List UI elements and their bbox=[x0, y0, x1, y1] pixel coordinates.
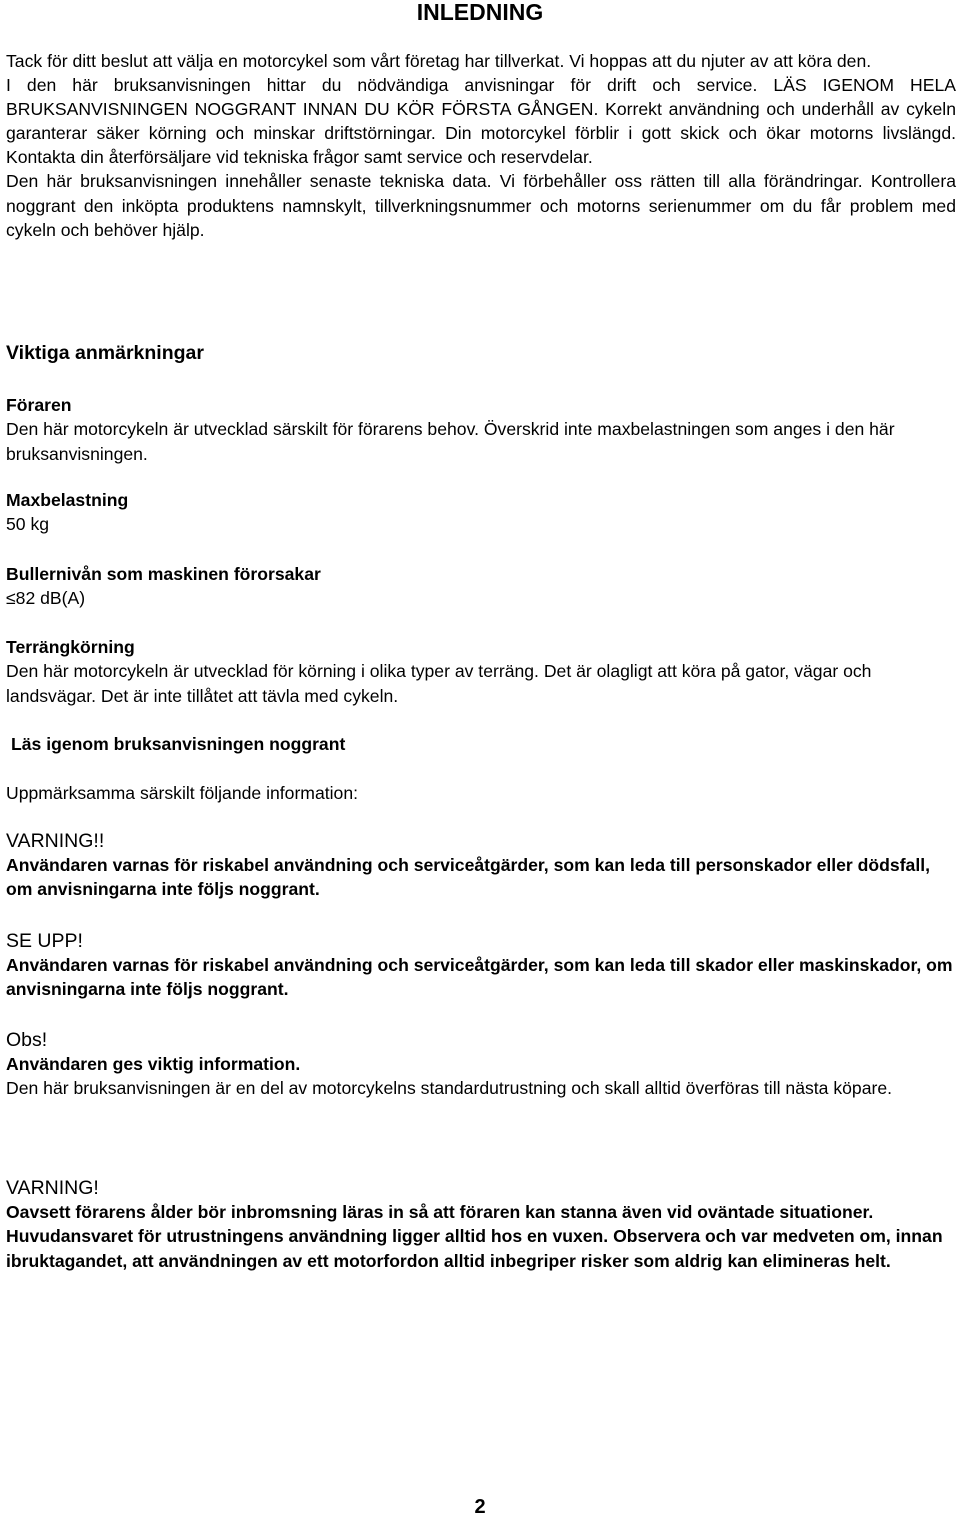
caution-text: Användaren varnas för riskabel användning och serviceåtgärder, som kan leda till skador eller maskinskador, om anvisningarna inte följs noggrant. bbox=[6, 955, 953, 1000]
caution-label: SE UPP! bbox=[6, 930, 83, 952]
note-bold-text: Användaren ges viktig information. bbox=[6, 1054, 301, 1074]
page-number: 2 bbox=[474, 1496, 486, 1518]
intro-text bbox=[6, 49, 956, 242]
intro-paragraph-3: Den här bruksanvisningen innehåller senaste tekniska data. Vi förbehåller oss rätten till alla förändringar. Kontrollera noggrant den inköpta produktens namnskylt, tillverkningsnummer och motorns serienummer om du får problem med cykeln och behöver hjälp. bbox=[6, 171, 956, 240]
rider-section bbox=[6, 393, 956, 466]
rider-heading: Föraren bbox=[6, 395, 72, 415]
offroad-text: Den här motorcykeln är utvecklad för körning i olika typer av terräng. Det är olagligt att köra på gator, vägar och landsvägar. Det är inte tillåtet att tävla med cykeln. bbox=[6, 661, 872, 706]
note-text: Den här bruksanvisningen är en del av motorcykelns standardutrustning och skall alltid överföras till nästa köpare. bbox=[6, 1078, 893, 1099]
warning-text-1: Användaren varnas för riskabel användning och serviceåtgärder, som kan leda till personskador eller dödsfall, om anvisningarna inte följs noggrant. bbox=[6, 855, 930, 900]
warning-label-1: VARNING!! bbox=[6, 830, 105, 852]
rider-text: Den här motorcykeln är utvecklad särskilt för förarens behov. Överskrid inte maxbelastningen som anges i den här bruksanvisningen. bbox=[6, 419, 895, 464]
read-manual-heading: Läs igenom bruksanvisningen noggrant bbox=[11, 734, 346, 754]
warning-text-2: Oavsett förarens ålder bör inbromsning läras in så att föraren kan stanna även vid oväntade situationer. Huvudansvaret för utrustningens användning ligger alltid hos en vuxen. Observera och var medveten om, innan ibruktagandet, att användningen av ett motorfordon alltid inbegriper risker som aldrig kan elimineras helt. bbox=[6, 1202, 943, 1271]
warning-section-1 bbox=[6, 829, 956, 902]
noise-heading: Bullernivån som maskinen förorsakar bbox=[6, 564, 321, 584]
intro-paragraph-1: Tack för ditt beslut att välja en motorcykel som vårt företag har tillverkat. Vi hoppas att du njuter av att köra den. bbox=[6, 51, 872, 71]
offroad-heading: Terrängkörning bbox=[6, 637, 135, 657]
note-label: Obs! bbox=[6, 1029, 48, 1051]
important-notes-heading: Viktiga anmärkningar bbox=[6, 342, 204, 364]
noise-section bbox=[6, 562, 956, 611]
warning-section-2 bbox=[6, 1176, 956, 1273]
read-manual-text: Uppmärksamma särskilt följande information: bbox=[6, 783, 359, 803]
max-load-section bbox=[6, 488, 956, 537]
max-load-value: 50 kg bbox=[6, 514, 50, 535]
note-section bbox=[6, 1028, 956, 1101]
offroad-section bbox=[6, 635, 956, 708]
caution-section bbox=[6, 929, 956, 1002]
page-title: INLEDNING bbox=[416, 0, 544, 25]
max-load-heading: Maxbelastning bbox=[6, 490, 129, 510]
intro-paragraph-2: I den här bruksanvisningen hittar du nödvändiga anvisningar för drift och service. LÄS IGENOM HELA BRUKSANVISNINGEN NOGGRANT INNAN DU KÖR FÖRSTA GÅNGEN. Korrekt användning och underhåll av cykeln garanterar säker körning och minskar driftstörningar. Din motorcykel förblir i gott skick och ökar motorns livslängd. Kontakta din återförsäljare vid tekniska frågor samt service och reservdelar. bbox=[6, 75, 956, 168]
noise-value: ≤82 dB(A) bbox=[6, 588, 86, 609]
warning-label-2: VARNING! bbox=[6, 1177, 99, 1199]
